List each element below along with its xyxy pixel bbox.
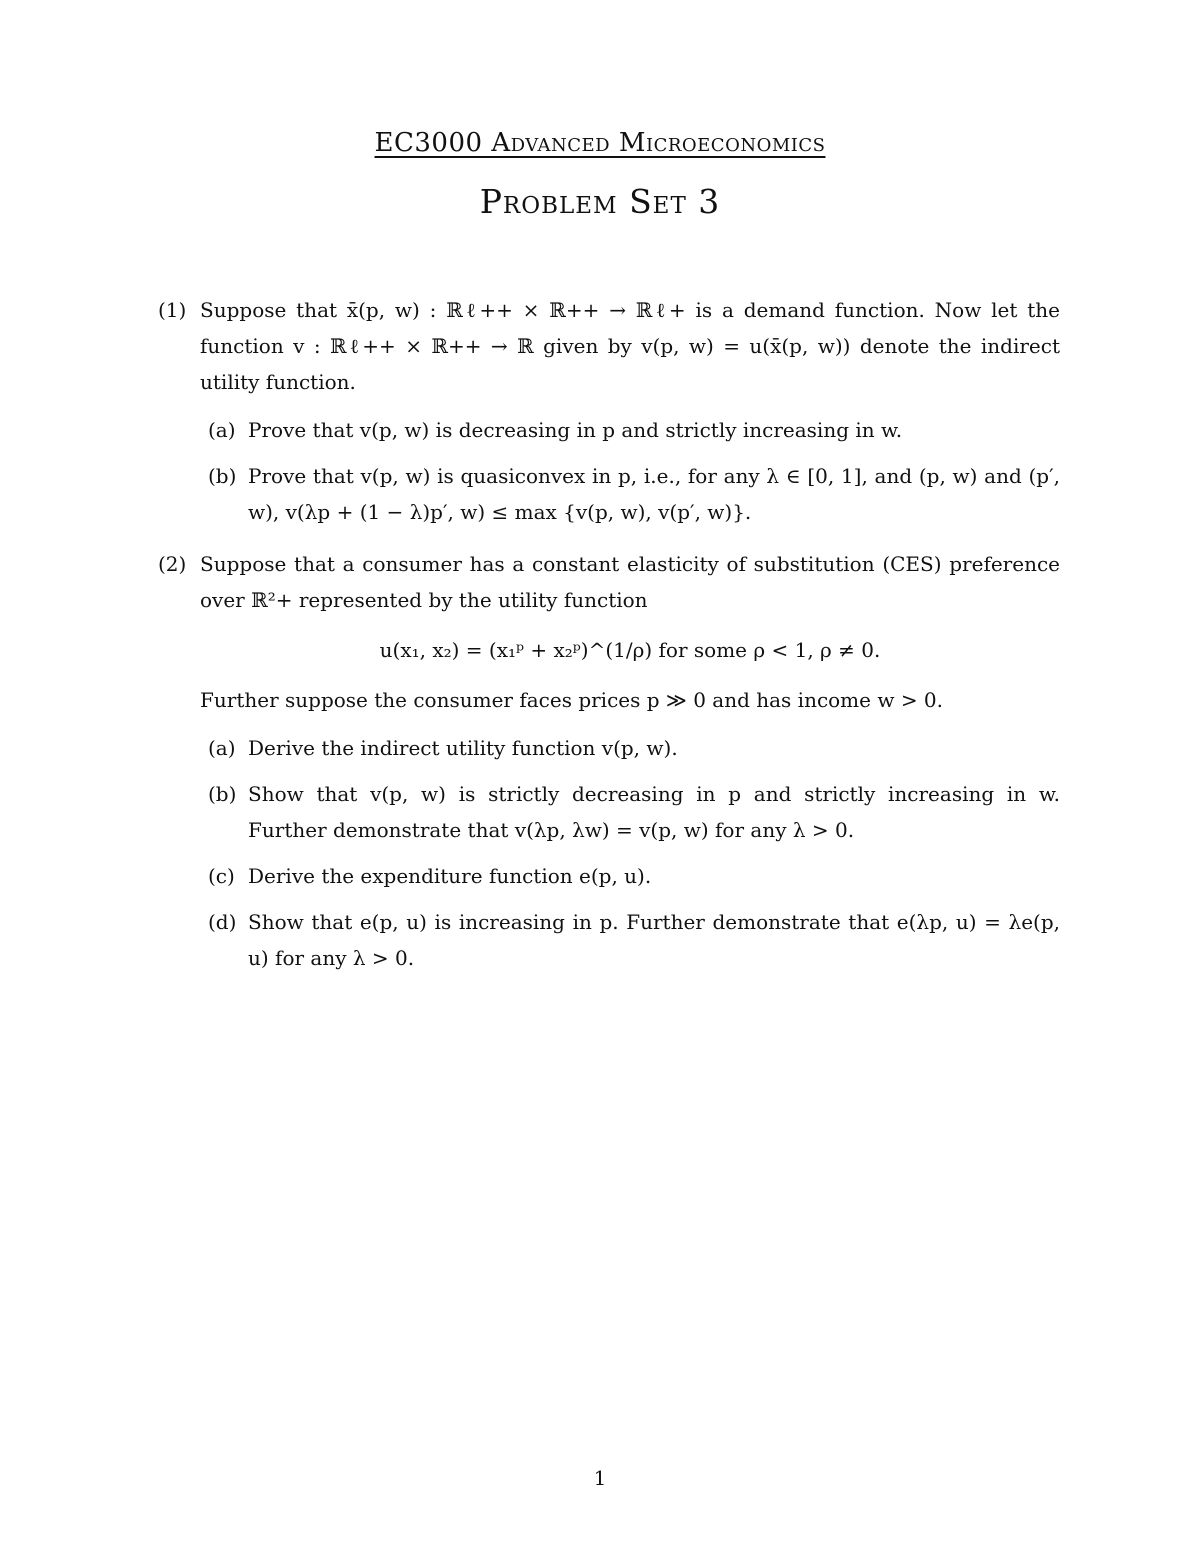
problem-set-title: Problem Set 3: [479, 182, 721, 221]
problem-further: Further suppose the consumer faces prices p ≫ 0 and has income w > 0.: [200, 688, 944, 712]
page-number: 1: [593, 1466, 607, 1490]
problem-part: [208, 776, 1060, 848]
part-label: (b): [208, 464, 237, 488]
part-text: Prove that v(p, w) is quasiconvex in p, i.e., for any λ ∈ [0, 1], and (p, w) and (p′, w), v(λp + (1 − λ)p′, w) ≤ max {v(p, w), v(p′, w)}.: [248, 464, 1060, 524]
problem-parts: [208, 730, 1060, 976]
part-text: Derive the indirect utility function v(p, w).: [248, 736, 678, 760]
part-text: Show that v(p, w) is strictly decreasing in p and strictly increasing in w. Further demonstrate that v(λp, λw) = v(p, w) for any λ > 0.: [248, 782, 1060, 842]
problem-part: [208, 858, 1060, 894]
problem-part: [208, 458, 1060, 530]
problem-part: [208, 412, 1060, 448]
problem-2: [158, 546, 1060, 986]
part-text: Derive the expenditure function e(p, u).: [248, 864, 652, 888]
problem-number: (2): [158, 552, 187, 576]
problem-parts: [208, 412, 1060, 530]
problem-body: [200, 546, 1060, 976]
problem-part: [208, 904, 1060, 976]
course-title: EC3000 Advanced Microeconomics: [374, 128, 826, 158]
problem-intro: Suppose that a consumer has a constant elasticity of substitution (CES) preference over ℝ²+ represented by the utility function: [200, 552, 1060, 612]
part-text: Prove that v(p, w) is decreasing in p and strictly increasing in w.: [248, 418, 903, 442]
part-label: (c): [208, 864, 235, 888]
part-label: (a): [208, 418, 236, 442]
problem-number: (1): [158, 298, 187, 322]
problem-body: [200, 292, 1060, 530]
display-equation: u(x₁, x₂) = (x₁ᵖ + x₂ᵖ)^(1/ρ) for some ρ < 1, ρ ≠ 0.: [379, 638, 881, 662]
part-label: (a): [208, 736, 236, 760]
problem-part: [208, 730, 1060, 766]
problem-intro: Suppose that x̄(p, w) : ℝℓ++ × ℝ++ → ℝℓ+ is a demand function. Now let the function v : ℝℓ++ × ℝ++ → ℝ given by v(p, w) = u(x̄(p, w)) denote the indirect utility function.: [200, 298, 1060, 394]
part-text: Show that e(p, u) is increasing in p. Further demonstrate that e(λp, u) = λe(p, u) for any λ > 0.: [248, 910, 1060, 970]
problem-1: [158, 292, 1060, 540]
part-label: (d): [208, 910, 237, 934]
part-label: (b): [208, 782, 237, 806]
